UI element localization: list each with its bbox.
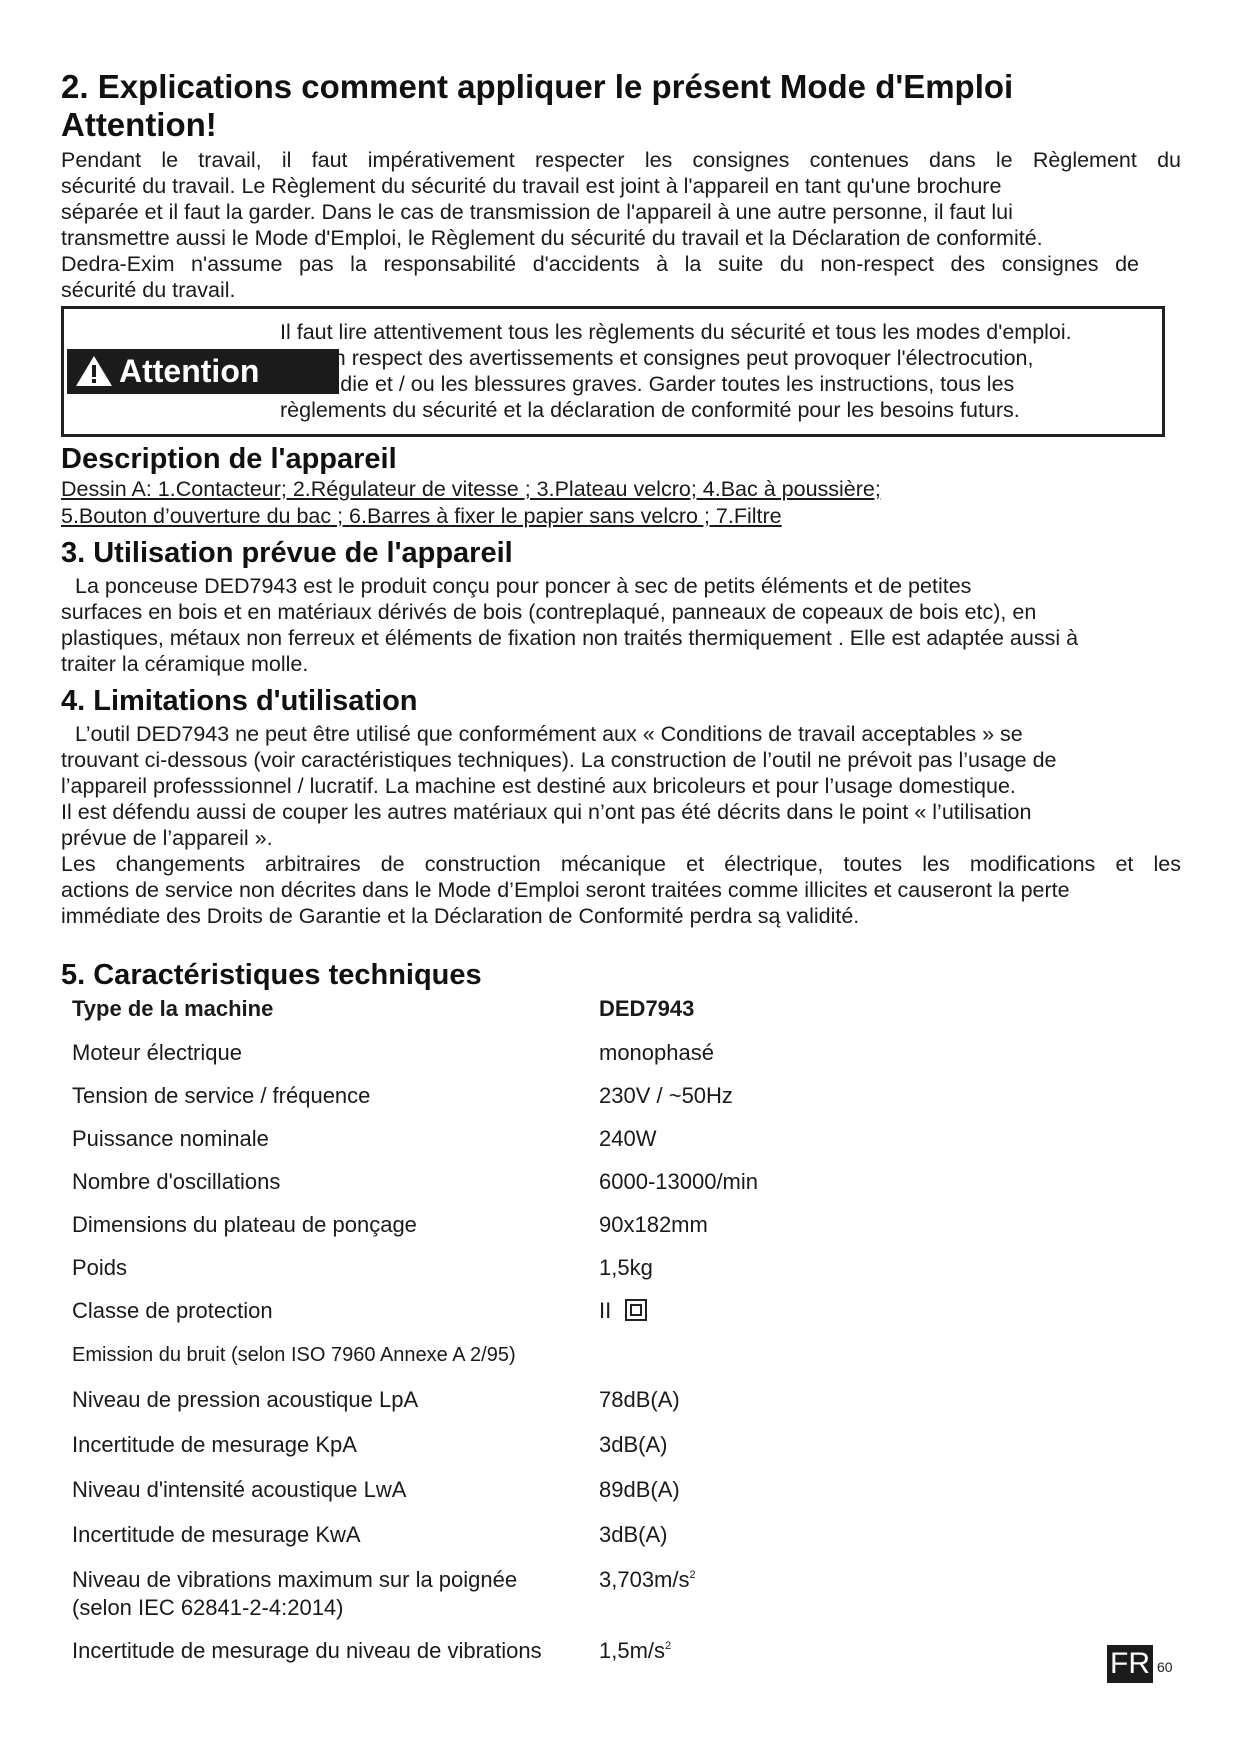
spec-value: DED7943	[599, 996, 695, 1021]
paragraph-line: séparée et il faut la garder. Dans le cas de transmission de l'appareil à une autre personne, il faut lui	[61, 200, 1013, 224]
paragraph-line: La ponceuse DED7943 est le produit conçu pour poncer à sec de petits éléments et de petites	[75, 574, 972, 598]
class-ii-double-insulation-icon	[625, 1299, 647, 1321]
page-number: 60	[1157, 1659, 1173, 1675]
attention-box	[61, 306, 1165, 437]
spec-value: 240W	[599, 1126, 657, 1151]
spec-label: Type de la machine	[72, 996, 274, 1021]
spec-label-line: (selon IEC 62841-2-4:2014)	[72, 1595, 344, 1620]
spec-value-text: 1,5m/s	[599, 1638, 666, 1663]
spec-label: Puissance nominale	[72, 1126, 269, 1151]
protection-class-text: II	[599, 1298, 612, 1323]
spec-label: Incertitude de mesurage du niveau de vibrations	[72, 1638, 542, 1663]
paragraph-line: plastiques, métaux non ferreux et éléments de fixation non traités thermiquement . Elle est adaptée aussi à	[61, 626, 1079, 650]
paragraph-line: Dedra-Exim n'assume pas la responsabilité d'accidents à la suite du non-respect des consignes de	[61, 252, 1139, 276]
spec-value-text: 3,703m/s	[599, 1567, 690, 1592]
paragraph-line: surfaces en bois et en matériaux dérivés de bois (contreplaqué, panneaux de copeaux de bois etc), en	[61, 600, 1037, 624]
paragraph-line: prévue de l’appareil ».	[61, 826, 273, 850]
attention-line: règlements du sécurité et la déclaration de conformité pour les besoins futurs.	[280, 398, 1020, 422]
description-text	[61, 476, 881, 530]
description-line-2: 5.Bouton d’ouverture du bac ; 6.Barres à fixer le papier sans velcro ; 7.Filtre	[61, 504, 782, 528]
spec-value: 89dB(A)	[599, 1477, 680, 1502]
spec-label-line: Niveau de vibrations maximum sur la poignée	[72, 1567, 518, 1592]
section-2-title	[61, 68, 1181, 144]
attention-line: Il faut lire attentivement tous les règlements du sécurité et tous les modes d'emploi.	[280, 320, 1072, 344]
attention-line: l'incendie et / ou les blessures graves. Garder toutes les instructions, tous les	[280, 372, 1015, 396]
spec-label: Emission du bruit (selon ISO 7960 Annexe A 2/95)	[72, 1344, 516, 1366]
spec-value: 1,5kg	[599, 1255, 653, 1280]
spec-value: 6000-13000/min	[599, 1169, 759, 1194]
spec-label: Nombre d'oscillations	[72, 1169, 281, 1194]
paragraph-line: immédiate des Droits de Garantie et la Déclaration de Conformité perdra są validité.	[61, 904, 860, 928]
spec-value: 78dB(A)	[599, 1387, 680, 1412]
attention-label-text: Attention	[119, 353, 260, 389]
paragraph-line: Il est défendu aussi de couper les autres matériaux qui n’ont pas été décrits dans le point « l’utilisation	[61, 800, 1032, 824]
spec-value-exponent: 2	[689, 1569, 696, 1581]
spec-value: 3dB(A)	[599, 1432, 668, 1457]
section-3-title: 3. Utilisation prévue de l'appareil	[61, 537, 513, 569]
paragraph-line: traiter la céramique molle.	[61, 652, 309, 676]
spec-value	[599, 1637, 671, 1665]
section-2-title-line2: Attention!	[61, 106, 217, 143]
paragraph-line: transmettre aussi le Mode d'Emploi, le Règlement du sécurité du travail et la Déclaration de conformité.	[61, 226, 1043, 250]
spec-label	[72, 1566, 592, 1622]
warning-triangle-icon	[75, 355, 113, 387]
paragraph-line: actions de service non décrites dans le Mode d’Emploi seront traitées comme illicites et causeront la perte	[61, 878, 1070, 902]
spec-value: monophasé	[599, 1040, 714, 1065]
description-line-1: Dessin A: 1.Contacteur; 2.Régulateur de vitesse ; 3.Plateau velcro; 4.Bac à poussière;	[61, 477, 881, 501]
paragraph-line: sécurité du travail.	[61, 278, 236, 302]
section-4-title: 4. Limitations d'utilisation	[61, 685, 418, 717]
attention-line: Le non respect des avertissements et consignes peut provoquer l'électrocution,	[280, 346, 1034, 370]
spec-label: Niveau de pression acoustique LpA	[72, 1387, 419, 1412]
section-5-title: 5. Caractéristiques techniques	[61, 959, 482, 991]
spec-label: Classe de protection	[72, 1298, 273, 1323]
spec-value	[599, 1297, 647, 1325]
attention-text	[280, 319, 1160, 423]
paragraph-line: sécurité du travail. Le Règlement du sécurité du travail est joint à l'appareil en tant qu'une brochure	[61, 174, 1002, 198]
paragraph-line: L’outil DED7943 ne peut être utilisé que conformément aux « Conditions de travail acceptables » se	[75, 722, 1023, 746]
paragraph-line: Pendant le travail, il faut impérativement respecter les consignes contenues dans le Règlement du	[61, 148, 1181, 172]
paragraph-line: trouvant ci-dessous (voir caractéristiques techniques). La construction de l’outil ne prévoit pas l’usage de	[61, 748, 1057, 772]
spec-label: Niveau d'intensité acoustique LwA	[72, 1477, 407, 1502]
section-4-paragraph	[61, 721, 1181, 929]
spec-value: 230V / ~50Hz	[599, 1083, 733, 1108]
spec-label: Moteur électrique	[72, 1040, 242, 1065]
description-title: Description de l'appareil	[61, 443, 397, 475]
section-2-paragraph	[61, 147, 1181, 303]
spec-label: Incertitude de mesurage KwA	[72, 1522, 361, 1547]
paragraph-line: l’appareil professsionnel / lucratif. La machine est destiné aux bricoleurs et pour l’usage domestique.	[61, 774, 1016, 798]
paragraph-line: Les changements arbitraires de construction mécanique et électrique, toutes les modifications et les	[61, 852, 1181, 876]
section-2-title-line1: 2. Explications comment appliquer le présent Mode d'Emploi	[61, 68, 1014, 105]
spec-value	[599, 1566, 696, 1594]
spec-label: Incertitude de mesurage KpA	[72, 1432, 357, 1457]
spec-value: 3dB(A)	[599, 1522, 668, 1547]
spec-value: 90x182mm	[599, 1212, 708, 1237]
language-badge: FR	[1107, 1645, 1153, 1683]
spec-label: Poids	[72, 1255, 128, 1280]
spec-value-exponent: 2	[665, 1640, 672, 1652]
spec-label: Dimensions du plateau de ponçage	[72, 1212, 417, 1237]
spec-label: Tension de service / fréquence	[72, 1083, 371, 1108]
section-3-paragraph	[61, 573, 1181, 677]
